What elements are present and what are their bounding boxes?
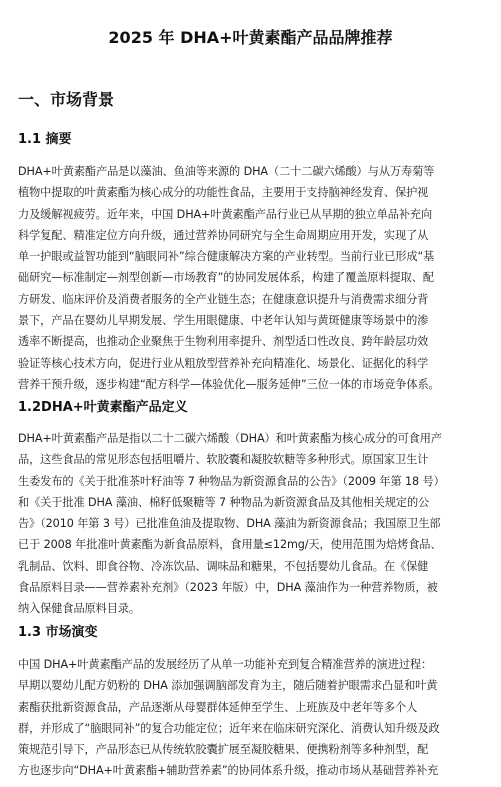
paragraph-line: 早期以婴幼儿配方奶粉的 DHA 添加强调脑部发育为主，随后随着护眼需求凸显和叶黄 [18, 679, 438, 693]
paragraph-line: 群，并形成了“脑眼同补”的复合功能定位；近年来在临床研究深化、消费认知升级及政 [18, 721, 440, 735]
paragraph-market-evolution [18, 654, 483, 782]
paragraph-line: 景下，产品在婴幼儿早期发展、学生用眼健康、中老年认知与黄斑健康等场景中的渗 [18, 314, 429, 328]
document-title: 2025 年 DHA+叶黄素酯产品品牌推荐 [108, 28, 393, 47]
paragraph-line: 食品原料目录——营养素补充剂》（2023 年版）中，DHA 藻油作为一种营养物质，被 [18, 581, 438, 595]
paragraph-line: 品，这些食品的常见形态包括咀嚼片、软胶囊和凝胶软糖等多种形式。原国家卫生计 [18, 453, 429, 467]
paragraph-line: 纳入保健食品原料目录。 [18, 602, 140, 616]
paragraph-line: DHA+叶黄素酯产品是指以二十二碳六烯酸（DHA）和叶黄素酯为核心成分的可食用产 [18, 432, 442, 445]
paragraph-line: 方研发、临床评价及消费者服务的全产业链生态；在健康意识提升与消费需求细分背 [18, 292, 429, 306]
subsection-heading-definition: 1.2DHA+叶黄素酯产品定义 [18, 400, 188, 415]
paragraph-line: 础研究—标准制定—剂型创新—市场教育”的协同发展体系，构建了覆盖原料提取、配 [18, 271, 434, 285]
paragraph-line: 乳制品、饮料、即食谷物、冷冻饮品、调味品和糖果，不包括婴幼儿食品。在《保健 [18, 559, 429, 573]
paragraph-definition [18, 428, 483, 620]
paragraph-line: 单一护眼或益智功能到“脑眼同补”综合健康解决方案的产业转型。当前行业已形成“基 [18, 250, 435, 264]
paragraph-line: 科学复配、精准定位方向升级，通过营养协同研究与全生命周期应用开发，实现了从 [18, 228, 429, 242]
paragraph-line: 营养干预升级，逐步构建“配方科学—体验优化—服务延伸”三位一体的市场竞争体系。 [18, 377, 440, 391]
section-heading-market-background: 一、市场背景 [18, 90, 115, 109]
paragraph-line: 策规范引导下，产品形态已从传统软胶囊扩展至凝胶糖果、便携粉剂等多种剂型，配 [18, 743, 429, 757]
subsection-heading-market-evolution: 1.3 市场演变 [18, 625, 98, 640]
paragraph-line: 方也逐步向“DHA+叶黄素酯+辅助营养素”的协同体系升级，推动市场从基础营养补充 [18, 764, 439, 778]
paragraph-line: 生委发布的《关于批准茶叶籽油等 7 种物品为新资源食品的公告》（2009 年第 18 号） [18, 474, 445, 488]
paragraph-line: DHA+叶黄素酯产品是以藻油、鱼油等来源的 DHA（二十二碳六烯酸）与从万寿菊等 [18, 165, 435, 178]
paragraph-line: 素酯获批新资源食品，产品逐渐从母婴群体延伸至学生、上班族及中老年等多个人 [18, 700, 418, 714]
paragraph-line: 验证等核心技术方向，促进行业从粗放型营养补充向精准化、场景化、证据化的科学 [18, 356, 429, 370]
paragraph-line: 和《关于批准 DHA 藻油、棉籽低聚糖等 7 种物品为新资源食品及其他相关规定的公 [18, 495, 430, 509]
paragraph-line: 告》（2010 年第 3 号）已批准鱼油及提取物、DHA 藻油为新资源食品；我国原卫生部 [18, 517, 441, 531]
paragraph-line: 中国 DHA+叶黄素酯产品的发展经历了从单一功能补充到复合精准营养的演进过程： [18, 658, 433, 671]
paragraph-summary [18, 161, 483, 395]
paragraph-line: 植物中提取的叶黄素酯为核心成分的功能性食品，主要用于支持脑神经发育、保护视 [18, 186, 429, 200]
paragraph-line: 已于 2008 年批准叶黄素酯为新食品原料，食用量≤12mg/天，使用范围为焙烤食品、 [18, 538, 442, 552]
paragraph-line: 力及缓解视疲劳。近年来，中国 DHA+叶黄素酯产品行业已从早期的独立单品补充向 [18, 207, 433, 221]
subsection-heading-summary: 1.1 摘要 [18, 132, 72, 147]
paragraph-line: 透率不断提高，也推动企业聚焦于生物利用率提升、剂型适口性改良、跨年龄层功效 [18, 335, 429, 349]
